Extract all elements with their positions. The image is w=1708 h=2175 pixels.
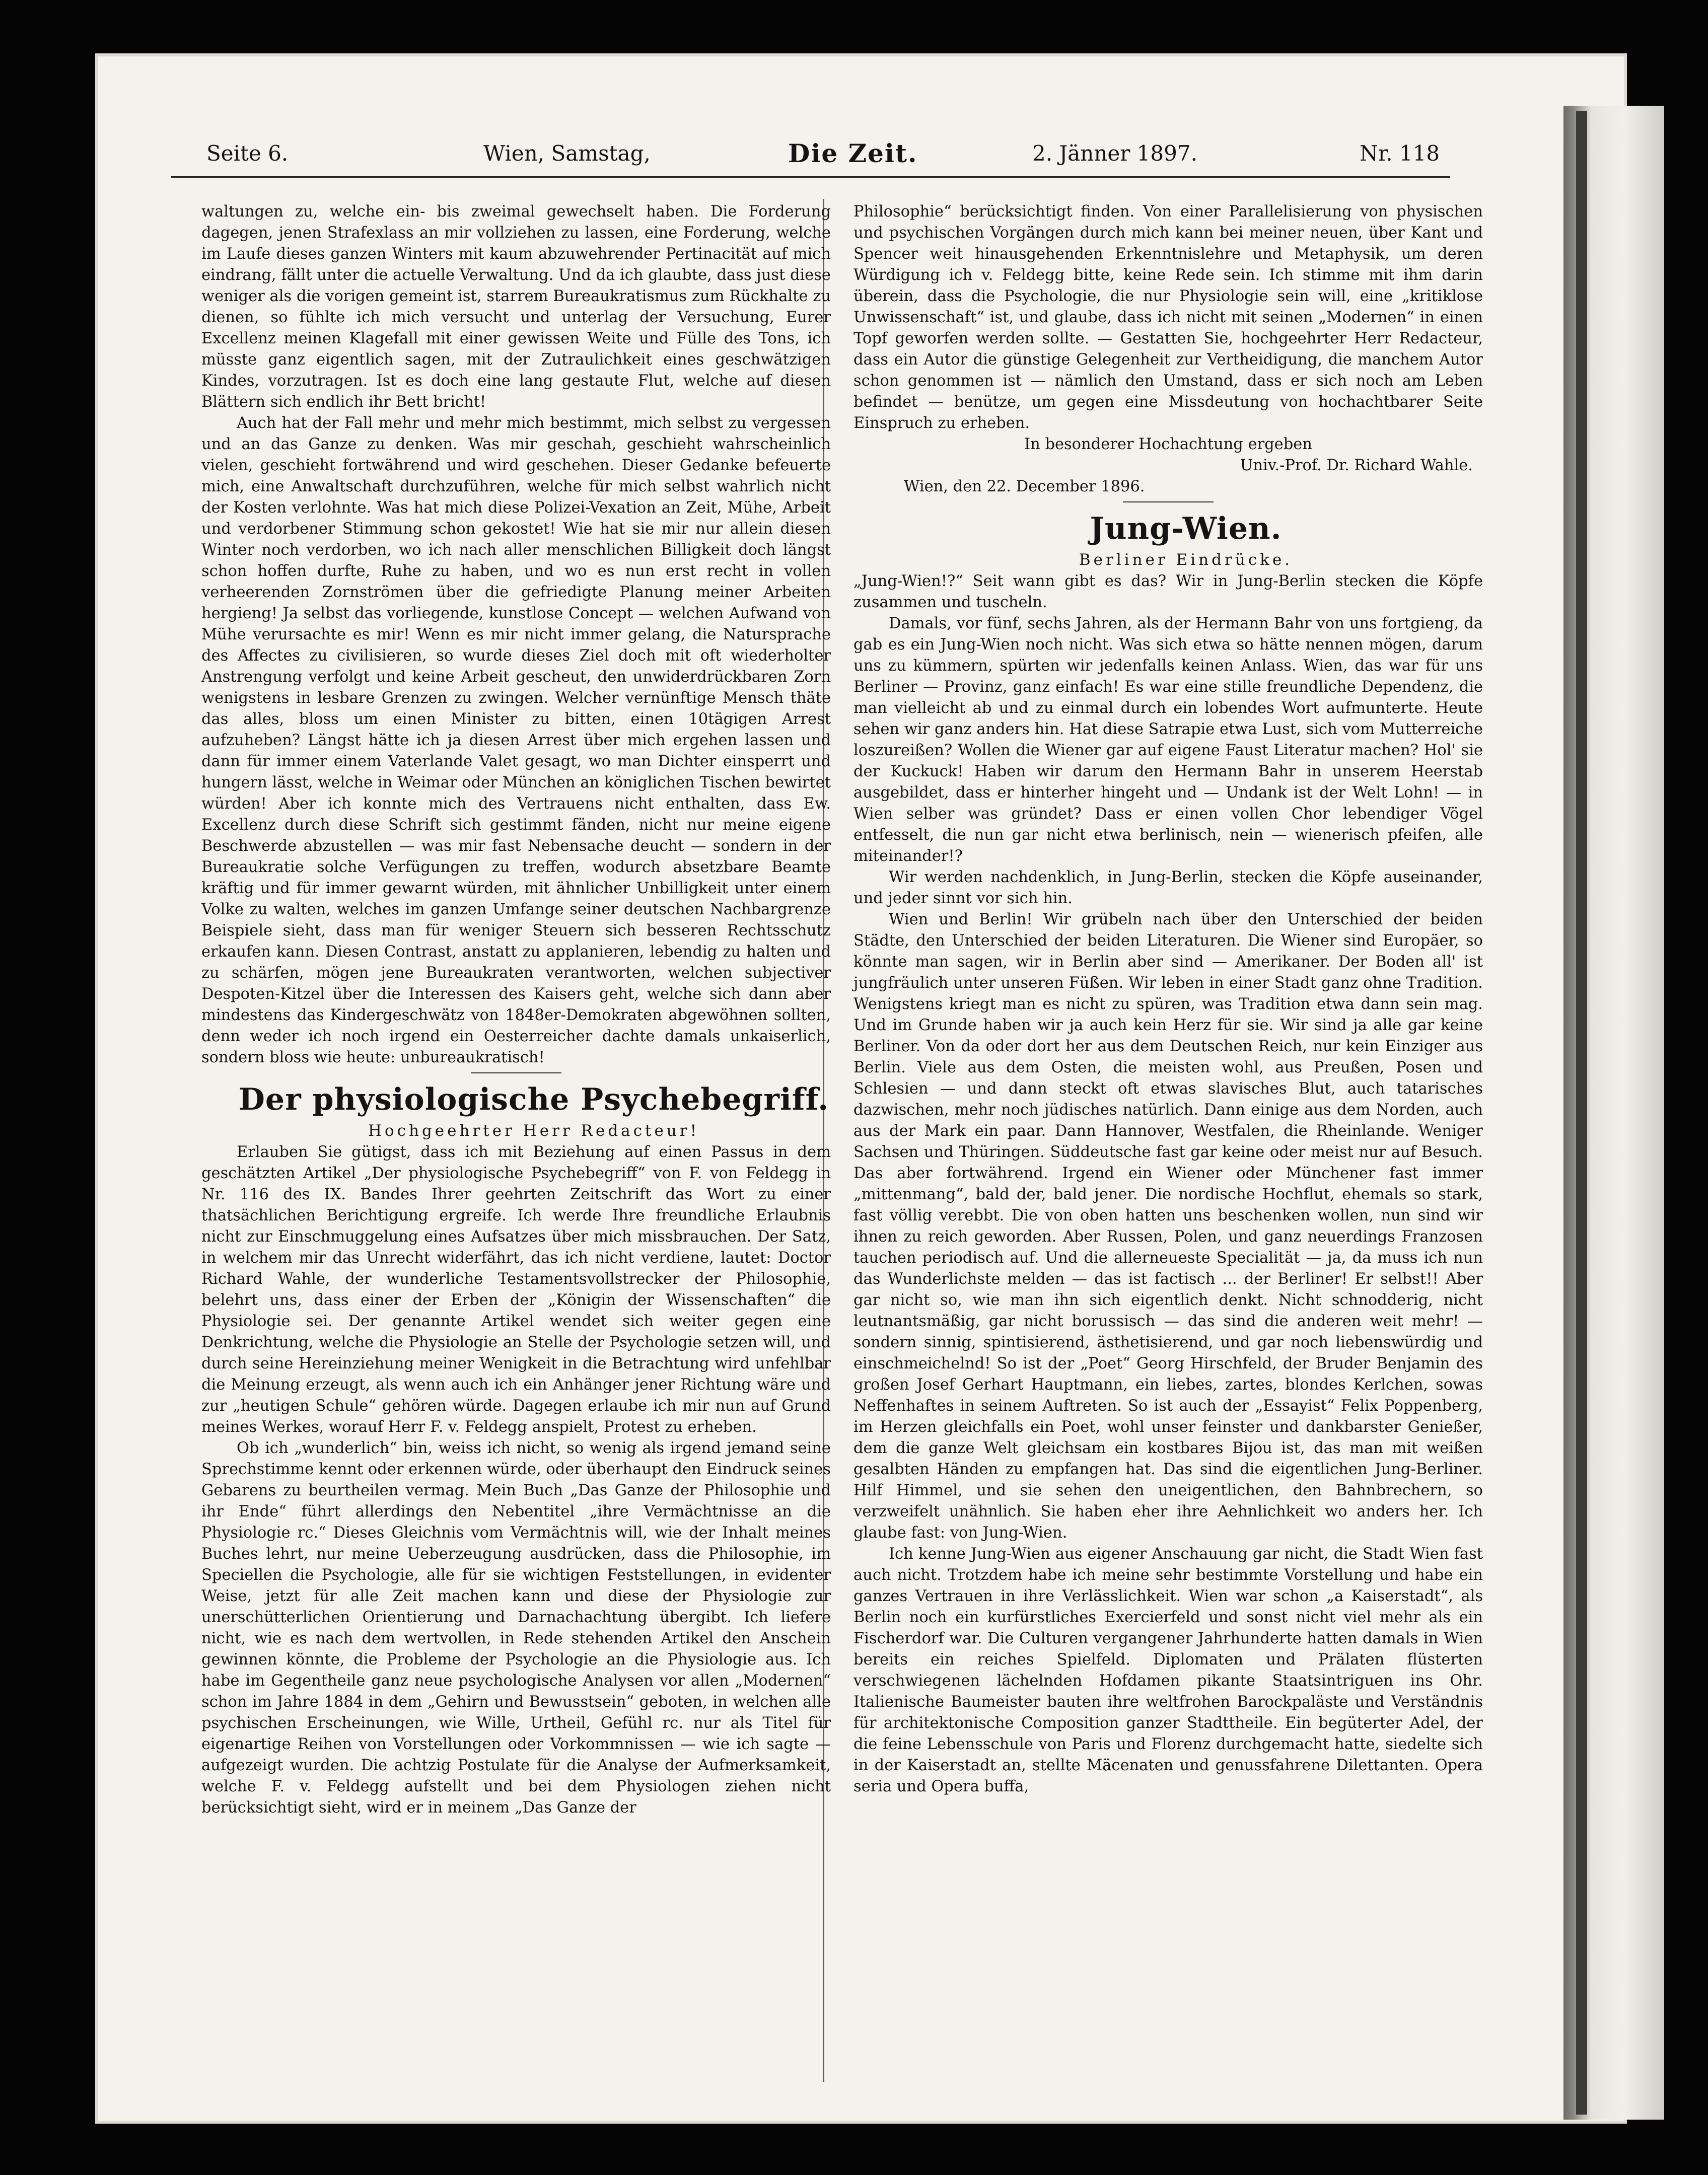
page-content [171,136,1483,2079]
issue-date: 2. Jänner 1897. [1032,141,1197,166]
paragraph: Erlauben Sie gütigst, dass ich mit Beziehung auf einen Passus in dem geschätzten Artikel „Der physiologische Psychebegriff“ von F. von Feldegg in Nr. 116 des IX. Bandes Ihrer geehrten Zeitschrift das Wort zu einer thatsächlichen Berichtigung ergreife. Ich werde Ihre freundliche Erlaubnis nicht zur Einschmuggelung eines Aufsatzes über mich missbrauchen. Der Satz, in welchem mir das Unrecht widerfährt, das ich nicht verdiene, lautet: Doctor Richard Wahle, der wunderliche Testamentsvollstrecker der Philosophie, belehrt uns, dass einer der Erben der „Königin der Wissenschaften“ die Physiologie sei. Der genannte Artikel wendet sich weiter gegen eine Denkrichtung, welche die Physiologie an Stelle der Psychologie setzen will, und durch seine Hereinziehung meiner Wenigkeit in die Betrachtung wird unfehlbar die Meinung erzeugt, als wenn auch ich ein Anhänger jener Richtung wäre und zur „heutigen Schule“ gehören würde. Dagegen erlaube ich mir nun auf Grund meines Werkes, worauf Herr F. v. Feldegg anspielt, Protest zu erheben. [201,1143,831,1436]
paragraph: Ich kenne Jung-Wien aus eigener Anschauung gar nicht, die Stadt Wien fast auch nicht. Trotzdem habe ich meine sehr bestimmte Vorstellung und habe ein ganzes Vertrauen in ihre Verlässlichkeit. Wien war schon „a Kaiserstadt“, als Berlin noch ein kurfürstliches Exercierfeld und sonst nicht viel mehr als ein Fischerdorf war. Die Culturen vergangener Jahrhunderte hatten damals in Wien bereits ein reiches Spielfeld. Diplomaten und Prälaten flüsterten verschwiegenen lächelnden Hofdamen pikante Staatsintriguen ins Ohr. Italienische Baumeister bauten ihre weltfrohen Barockpaläste und Verständnis für architektonische Composition ganzer Stadttheile. Ein begüterter Adel, der die feine Lebensschule von Paris und Florenz durchgemacht hatte, siedelte sich in der Kaiserstadt an, stellte Mäcenaten und genussfahrene Dilettanten. Opera seria und Opera buffa, [853,1545,1483,1795]
article-separator [471,1072,561,1073]
paragraph: Ob ich „wunderlich“ bin, weiss ich nicht, so wenig als irgend jemand seine Sprechstimme kennt oder erkennen würde, oder überhaupt den Eindruck seines Gebarens zu beurtheilen vermag. Mein Buch „Das Ganze der Philosophie und ihr Ende“ führt allerdings den Nebentitel „ihre Vermächtnisse an die Physiologie rc.“ Dieses Gleichnis vom Vermächtnis will, wie der Inhalt meines Buches lehrt, nur meine Ueberzeugung ausdrücken, dass die Philosophie, im Speciellen die Psychologie, alle für sie wichtigen Feststellungen, in evidenter Weise, jetzt für alle Zeit machen kann und diese der Physiologie zur unerschütterlichen Orientierung und Darnachachtung übergibt. Ich liefere nicht, wie es nach dem wertvollen, in Rede stehenden Artikel den Anschein gewinnen könnte, die Probleme der Psychologie an die Physiologie aus. Ich habe im Gegentheile ganz neue psychologische Analysen vor allen „Modernen“ schon im Jahre 1884 in dem „Gehirn und Bewusstsein“ geboten, in welchen alle psychischen Erscheinungen, wie Wille, Urtheil, Gefühl rc. nur als Titel für eigenartige Reihen von Vorstellungen oder Vorkommnissen — wie ich sagte — aufgezeigt wurden. Die achtzig Postulate für die Analyse der Aufmerksamkeit, welche F. v. Feldegg aufstellt und bei dem Physiologen ziehen nicht berücksichtigt sieht, wird er in meinem „Das Ganze der [201,1439,831,1817]
paragraph: Auch hat der Fall mehr und mehr mich bestimmt, mich selbst zu vergessen und an das Ganze zu denken. Was mir geschah, geschieht wahrscheinlich vielen, geschieht fortwährend und wird geschehen. Dieser Gedanke befeuerte mich, eine Anwaltschaft durchzuführen, welche für mich selbst wahrlich nicht der Kosten verlohnte. Was hat mich diese Polizei-Vexation an Zeit, Mühe, Arbeit und verdorbener Stimmung schon gekostet! Wie hat sie mir nur allein diesen Winter noch verdorben, wo ich nach aller menschlichen Billigkeit doch längst schon hoffen durfte, Ruhe zu haben, und wo es nun erst recht in vollen verheerenden Zornströmen über die gefriedigte Planung meiner Arbeiten hergieng! Ja selbst das vorliegende, kunstlose Concept — welchen Aufwand von Mühe verursachte es mir! Wenn es mir nicht immer gelang, die Natursprache des Affectes zu civilisieren, so wurde dieses Ziel doch mit oft wiederholter Anstrengung verfolgt und keine Arbeit gescheut, den unwiderdrückbaren Zorn wenigstens in lesbare Grenzen zu zwingen. Welcher vernünftige Mensch thäte das alles, bloss um einen Minister zu bitten, einen 10tägigen Arrest aufzuheben? Längst hätte ich ja diesen Arrest über mich ergehen lassen und dann für immer einem Vaterlande Valet gesagt, wo man Dichter einsperrt und hungern lässt, welche in Weimar oder München an königlichen Tischen bewirtet würden! Aber ich konnte mich des Vertrauens nicht enthalten, dass Ew. Excellenz durch diese Schrift sich gestimmt fänden, nicht nur meine eigene Beschwerde abzustellen — was mir fast Nebensache deucht — sondern in der Bureaukratie solche Verfügungen zu treffen, wodurch absetzbare Beamte kräftig und für immer gewarnt würden, mit ähnlicher Unbilligkeit unter einem Volke zu walten, welches im ganzen Umfange seiner deutschen Nachbargrenze Beispiele sieht, dass man für weniger Steuern sich besseren Rechtsschutz erkaufen kann. Diesen Contrast, anstatt zu applanieren, lebendig zu halten und zu schärfen, mögen jene Bureaukraten verantworten, welchen subjectiver Despoten-Kitzel über die Interessen des Kaisers geht, welche sich dann aber mindestens das Kindergeschwätz von 1848er-Demokraten abgewöhnen sollten, denn weder ich noch irgend ein Oesterreicher dachte damals unkaiserlich, sondern bloss wie heute: unbureaukratisch! [201,414,831,1066]
header-rule [171,176,1450,178]
paragraph: Wir werden nachdenklich, in Jung-Berlin, stecken die Köpfe auseinander, und jeder sinnt vor sich hin. [853,868,1483,907]
paragraph: Wien und Berlin! Wir grübeln nach über den Unterschied der beiden Städte, den Unterschied der beiden Literaturen. Die Wiener sind Europäer, so könnte man sagen, wir in Berlin aber sind — Amerikaner. Der Boden all' ist jungfräulich unter unseren Füßen. Wir leben in einer Stadt ganz ohne Tradition. Wenigstens kriegt man es nicht zu spüren, was Tradition etwa dann sein mag. Und im Grunde haben wir ja auch kein Herz für sie. Wir sind ja alle gar keine Berliner. Von da oder dort her aus dem Deutschen Reich, nur kein Einziger aus Berlin. Viele aus dem Osten, die meisten wohl, aus Preußen, Posen und Schlesien — und dann steckt oft etwas slavisches Blut, auch tatarisches dazwischen, mehr noch jüdisches natürlich. Dann einige aus dem Norden, auch aus der Mark ein paar. Dann Hannover, Westfalen, die Rheinlande. Weniger Sachsen und Thüringen. Süddeutsche fast gar keine oder meist nur auf Besuch. Das aber fortwährend. Irgend ein Wiener oder Münchener fast immer „mittenmang“, bald der, bald jener. Die nordische Hochflut, ehemals so stark, fast völlig verebbt. Die von oben hatten uns beschenken wollen, nun sind wir ihnen zu reich geworden. Aber Russen, Polen, und ganz neuerdings Franzosen tauchen periodisch auf. Und die allerneueste Specialität — ja, da muss ich nun das Wunderlichste melden — das ist factisch ... der Berliner! Er selbst!! Aber gar nicht so, wie man ihn sich eigentlich denkt. Nicht schnodderig, nicht leutnantsmäßig, gar nicht borussisch — das sind die anderen weit mehr! — sondern sinnig, spintisierend, ästhetisierend, und gar noch liebenswürdig und einschmeichelnd! So ist der „Poet“ Georg Hirschfeld, der Bruder Benjamin des großen Josef Gerhart Hauptmann, ein liebes, zartes, blondes Kerlchen, sowas Neffenhaftes in seinem Auftreten. So ist auch der „Essayist“ Felix Poppenberg, im Herzen gleichfalls ein Poet, wohl unser feinster und dankbarster Genießer, dem die ganze Welt gleichsam ein kostbares Bijou ist, das man mit weißen gesalbten Händen zu empfangen hat. Das sind die eigentlichen Jung-Berliner. Hilf Himmel, und sie sehen den uneigentlichen, den Bahnbrechern, so verzweifelt unähnlich. Sie haben eher ihre Aehnlichkeit wo anders her. Ich glaube fast: von Jung-Wien. [853,911,1483,1542]
newspaper-title: Die Zeit. [788,138,918,168]
paragraph: Philosophie“ berücksichtigt finden. Von einer Parallelisierung von physischen und psychischen Vorgängen durch mich kann bei meiner neuen, über Kant und Spencer weit hinausgehenden Erkenntnislehre und Metaphysik, um deren Würdigung ich v. Feldegg bitte, keine Rede sein. Ich stimme mit ihm darin überein, dass die Psychologie, die nur Physiologie sein will, eine „kritiklose Unwissenschaft“ ist, und glaube, dass ich nicht mit seinen „Modernen“ in einen Topf geworfen werden sollte. — Gestatten Sie, hochgeehrter Herr Redacteur, dass ein Autor die günstige Gelegenheit zur Vertheidigung, die manchem Autor schon genommen ist — nämlich den Umstand, dass er sich noch am Leben befindet — benütze, um gegen eine Missdeutung von hochachtbarer Seite Einspruch zu erheben. [853,203,1483,432]
page-edge-fold [1576,111,1587,2115]
paragraph: waltungen zu, welche ein- bis zweimal gewechselt haben. Die Forderung dagegen, jenen Strafexlass an mir vollziehen zu lassen, eine Forderung, welche im Laufe dieses ganzen Winters mit kaum abzuwehrender Pertinacität auf mich eindrang, fällt unter die actuelle Verwaltung. Und da ich glaubte, dass just diese weniger als die vorigen gemeint ist, starrem Bureaukratismus zum Rückhalte zu dienen, so fühlte ich mich versucht und unterlag der Versuchung, Eurer Excellenz meinen Klagefall mit einer gewissen Weite und Fülle des Tons, ich müsste ganz eigentlich sagen, mit der Zutraulichkeit eines geschwätzigen Kindes, vorzutragen. Ist es doch eine lang gestaute Flut, welche auf diesen Blättern sich endlich ihr Bett bricht! [201,203,831,411]
right-column [853,201,1483,1797]
paragraph: „Jung-Wien!?“ Seit wann gibt es das? Wir in Jung-Berlin stecken die Köpfe zusammen und tuscheln. [853,572,1483,611]
paragraph: Damals, vor fünf, sechs Jahren, als der Hermann Bahr von uns fortgieng, da gab es ein Jung-Wien noch nicht. Was sich etwa so hätte nennen mögen, darum uns zu kümmern, spürten wir jedenfalls keinen Anlass. Wien, das war für uns Berliner — Provinz, ganz einfach! Es war eine stille freundliche Dependenz, die man vielleicht ab und zu einmal durch ein lobendes Wort aufmunterte. Heute sehen wir ganz anders hin. Hat diese Satrapie etwa Lust, sich vom Mutterreiche loszureißen? Wollen die Wiener gar auf eigene Faust Literatur machen? Hol' sie der Kuckuck! Haben wir darum den Hermann Bahr in unserem Heerstab ausgebildet, dass er hinterher hingeht und — Undank ist der Welt Lohn! — in Wien selber was gründet? Dass er einen vollen Chor lebendiger Vögel entfesselt, die nun gar nicht etwa berlinisch, nein — wienerisch pfeifen, alle miteinander!? [853,615,1483,865]
running-header [171,136,1450,171]
article-title: Der physiologische Psychebegriff. [238,1082,829,1117]
article-subtitle: Berliner Eindrücke. [1079,551,1293,569]
letter-date: Wien, den 22. December 1896. [904,478,1145,495]
left-column [201,201,831,1819]
article-salutation: Hochgeehrter Herr Redacteur! [368,1122,700,1140]
article-separator [1123,501,1214,502]
article-title: Jung-Wien. [1090,511,1282,546]
letter-closing: In besonderer Hochachtung ergeben [1024,436,1312,453]
letter-signature: Univ.-Prof. Dr. Richard Wahle. [1240,457,1473,474]
header-place: Wien, Samstag, [483,141,651,166]
issue-number: Nr. 118 [1360,141,1440,166]
page-number: Seite 6. [206,141,289,166]
